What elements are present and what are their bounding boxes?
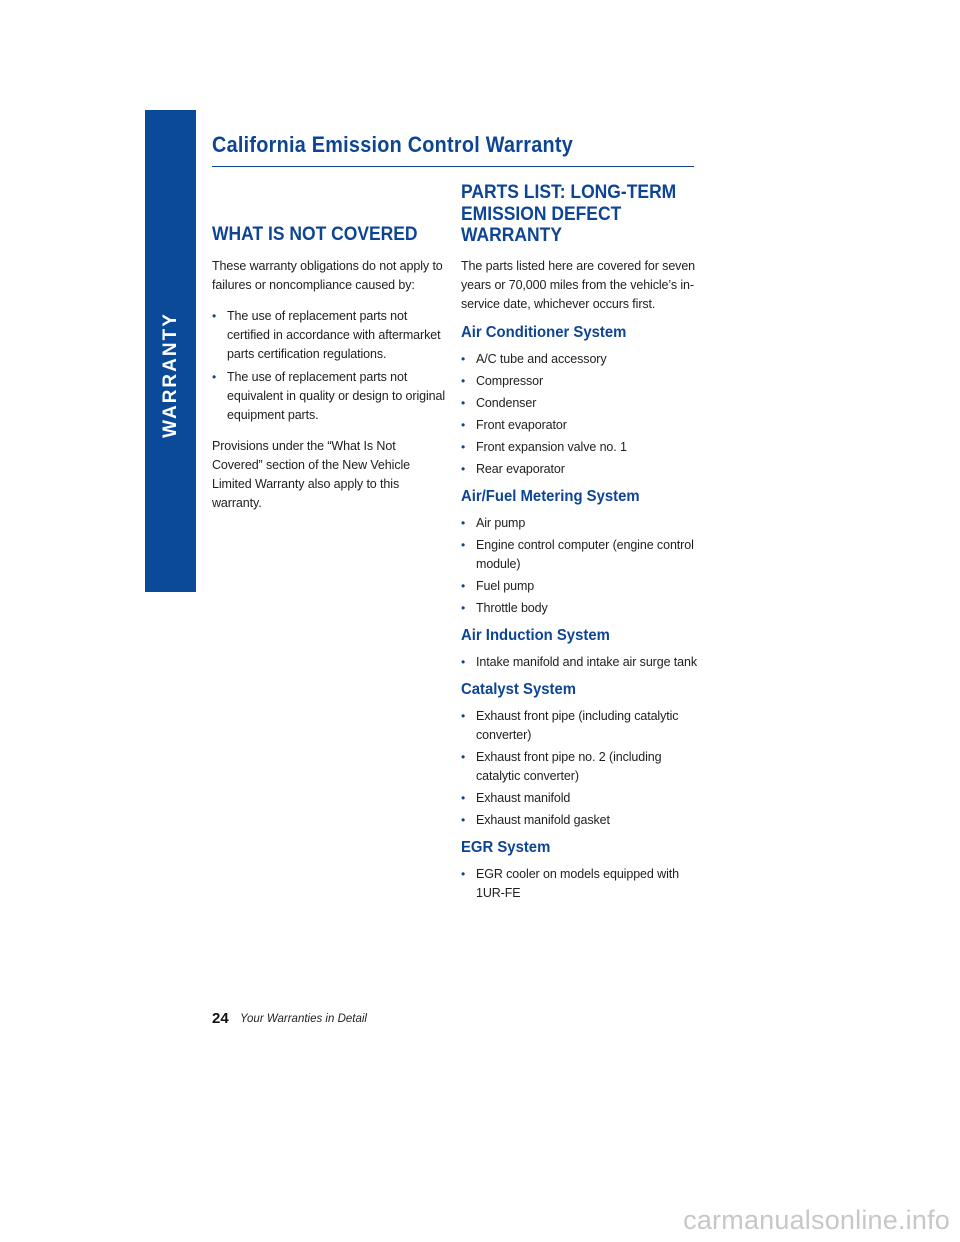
- not-covered-heading: WHAT IS NOT COVERED: [212, 224, 418, 245]
- section-heading-air-induction: Air Induction System: [461, 626, 610, 644]
- watermark: carmanualsonline.info: [683, 1205, 950, 1235]
- section-heading-catalyst: Catalyst System: [461, 680, 576, 698]
- not-covered-list: [212, 307, 447, 425]
- bullet-icon: •: [461, 654, 466, 669]
- side-tab-label: WARRANTY: [159, 312, 181, 438]
- list-item: • The use of replacement parts not equivalent in quality or design to original equipment parts.: [212, 370, 446, 422]
- bullet-icon: •: [461, 373, 466, 388]
- list-item: • Fuel pump: [461, 577, 701, 596]
- list-item: • Front evaporator: [461, 416, 701, 435]
- left-column: [212, 224, 447, 525]
- parts-list-intro: The parts listed here are covered for seven years or 70,000 miles from the vehicle’s in-service date, whichever occurs first.: [461, 258, 696, 311]
- air-conditioner-list: [461, 350, 701, 479]
- bullet-icon: •: [461, 749, 466, 764]
- list-item: • Compressor: [461, 372, 701, 391]
- right-column: [461, 182, 701, 903]
- air-fuel-list: [461, 514, 701, 618]
- not-covered-intro: These warranty obligations do not apply to failures or noncompliance caused by:: [212, 259, 443, 292]
- bullet-icon: •: [461, 537, 466, 552]
- list-item: • Intake manifold and intake air surge tank: [461, 653, 701, 672]
- bullet-icon: •: [461, 351, 466, 366]
- bullet-icon: •: [461, 866, 466, 881]
- bullet-icon: •: [461, 790, 466, 805]
- list-item: • Throttle body: [461, 599, 701, 618]
- list-item: • Exhaust front pipe (including catalytic converter): [461, 708, 679, 742]
- egr-list: [461, 865, 701, 903]
- bullet-icon: •: [461, 417, 466, 432]
- list-item: • The use of replacement parts not certified in accordance with aftermarket parts certification regulations.: [212, 309, 441, 361]
- bullet-icon: •: [461, 439, 466, 454]
- list-item: • Air pump: [461, 514, 701, 533]
- page-title: California Emission Control Warranty: [212, 132, 574, 157]
- list-item: • Rear evaporator: [461, 460, 701, 479]
- list-item: • Exhaust manifold: [461, 789, 701, 808]
- page-number: 24: [212, 1010, 229, 1027]
- title-divider: [212, 166, 694, 167]
- list-item: • Engine control computer (engine control module): [461, 537, 694, 571]
- side-tab-label-wrap: [145, 300, 196, 450]
- list-item: • EGR cooler on models equipped with 1UR-FE: [461, 866, 679, 900]
- list-item: • Front expansion valve no. 1: [461, 438, 701, 457]
- parts-list-heading: PARTS LIST: LONG-TERM EMISSION DEFECT WARRANTY: [461, 182, 677, 246]
- footer-section-title: Your Warranties in Detail: [240, 1013, 367, 1025]
- bullet-icon: •: [461, 812, 466, 827]
- bullet-icon: •: [461, 578, 466, 593]
- section-heading-air-fuel: Air/Fuel Metering System: [461, 487, 640, 505]
- bullet-icon: •: [461, 461, 466, 476]
- air-induction-list: [461, 653, 701, 672]
- bullet-icon: •: [461, 395, 466, 410]
- list-item: • Exhaust manifold gasket: [461, 811, 701, 830]
- section-heading-air-conditioner: Air Conditioner System: [461, 323, 627, 341]
- bullet-icon: •: [212, 370, 217, 384]
- list-item: • Condenser: [461, 394, 701, 413]
- bullet-icon: •: [461, 600, 466, 615]
- catalyst-list: [461, 707, 701, 830]
- bullet-icon: •: [461, 708, 466, 723]
- list-item: • A/C tube and accessory: [461, 350, 701, 369]
- list-item: • Exhaust front pipe no. 2 (including catalytic converter): [461, 749, 662, 783]
- section-heading-egr: EGR System: [461, 838, 551, 856]
- bullet-icon: •: [461, 515, 466, 530]
- bullet-icon: •: [212, 309, 217, 323]
- provisions-text: Provisions under the “What Is Not Covered” section of the New Vehicle Limited Warranty also apply to this warranty.: [212, 439, 410, 510]
